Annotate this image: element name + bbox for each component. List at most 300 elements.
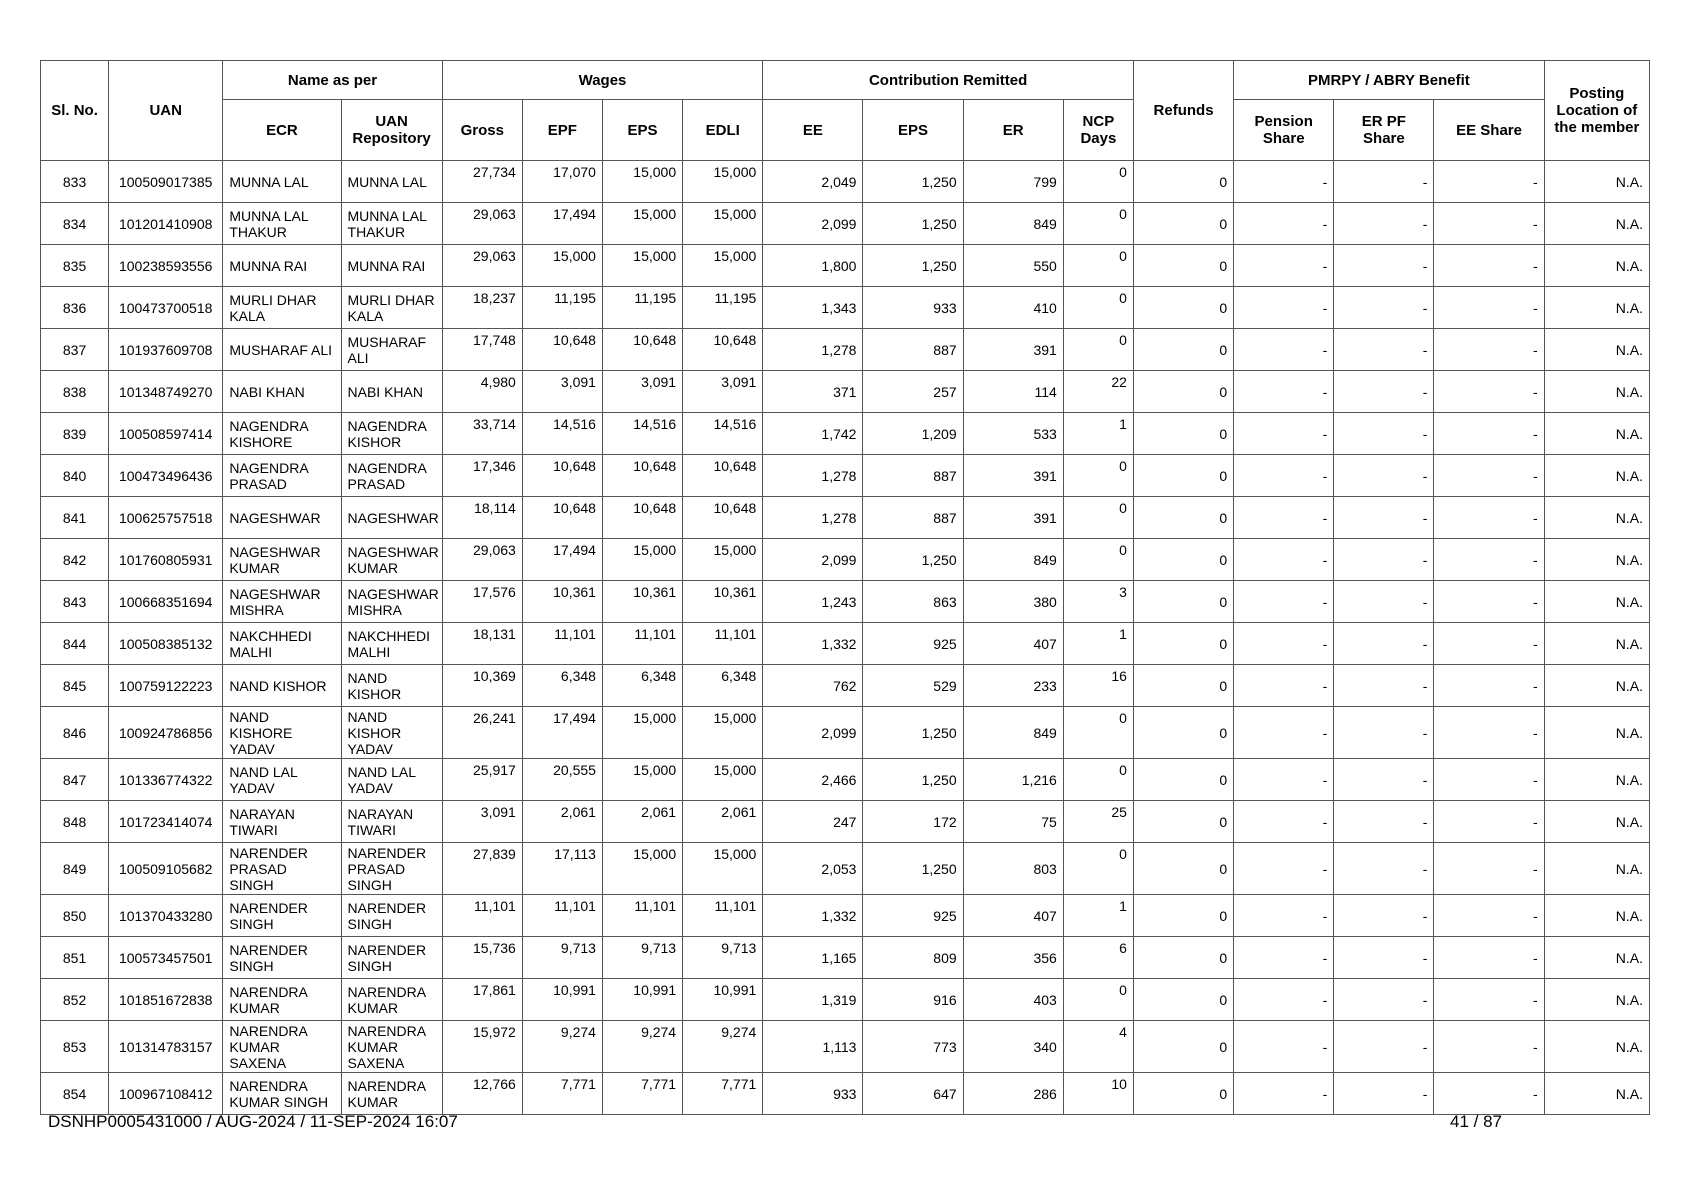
cell-uan: 101370433280 bbox=[109, 895, 223, 937]
cell-ecr-name: NAGENDRA KISHORE bbox=[223, 413, 341, 455]
cell-er-pf-share: - bbox=[1334, 895, 1434, 937]
cell-eps: 10,361 bbox=[602, 581, 682, 623]
cell-posting-location: N.A. bbox=[1544, 665, 1649, 707]
cell-posting-location: N.A. bbox=[1544, 707, 1649, 759]
cell-sl-no: 845 bbox=[41, 665, 109, 707]
cell-ee-share: - bbox=[1434, 843, 1544, 895]
cell-ee: 1,332 bbox=[763, 623, 863, 665]
cell-uan-repo-name: NARAYAN TIWARI bbox=[341, 801, 442, 843]
cell-uan: 101760805931 bbox=[109, 539, 223, 581]
cell-uan: 101336774322 bbox=[109, 759, 223, 801]
cell-refunds: 0 bbox=[1133, 413, 1233, 455]
cell-sl-no: 853 bbox=[41, 1021, 109, 1073]
cell-edli: 10,648 bbox=[683, 455, 763, 497]
cell-ee-share: - bbox=[1434, 707, 1544, 759]
cell-pension-share: - bbox=[1234, 245, 1334, 287]
cell-uan-repo-name: NAND LAL YADAV bbox=[341, 759, 442, 801]
cell-ee-share: - bbox=[1434, 161, 1544, 203]
cell-er-pf-share: - bbox=[1334, 539, 1434, 581]
cell-ncp-days: 0 bbox=[1063, 707, 1133, 759]
cell-posting-location: N.A. bbox=[1544, 1073, 1649, 1115]
cell-ee-share: - bbox=[1434, 539, 1544, 581]
cell-er-pf-share: - bbox=[1334, 329, 1434, 371]
cell-sl-no: 849 bbox=[41, 843, 109, 895]
cell-eps: 10,648 bbox=[602, 497, 682, 539]
cell-ecr-name: NARENDRA KUMAR SINGH bbox=[223, 1073, 341, 1115]
cell-ee-share: - bbox=[1434, 801, 1544, 843]
cell-uan-repo-name: MURLI DHAR KALA bbox=[341, 287, 442, 329]
cell-epf: 10,648 bbox=[522, 497, 602, 539]
cell-eps: 15,000 bbox=[602, 245, 682, 287]
col-ecr: ECR bbox=[223, 100, 341, 161]
cell-ecr-name: NARAYAN TIWARI bbox=[223, 801, 341, 843]
cell-epf: 11,195 bbox=[522, 287, 602, 329]
cell-epf: 17,494 bbox=[522, 539, 602, 581]
cell-eps-contribution: 887 bbox=[863, 329, 963, 371]
cell-gross: 17,576 bbox=[442, 581, 522, 623]
cell-posting-location: N.A. bbox=[1544, 581, 1649, 623]
table-row bbox=[41, 979, 1650, 1021]
cell-ecr-name: MUNNA LAL THAKUR bbox=[223, 203, 341, 245]
cell-ee-share: - bbox=[1434, 1021, 1544, 1073]
cell-uan-repo-name: NAND KISHOR bbox=[341, 665, 442, 707]
cell-refunds: 0 bbox=[1133, 665, 1233, 707]
cell-pension-share: - bbox=[1234, 161, 1334, 203]
cell-er: 407 bbox=[963, 895, 1063, 937]
cell-epf: 11,101 bbox=[522, 895, 602, 937]
cell-gross: 17,861 bbox=[442, 979, 522, 1021]
cell-eps: 11,101 bbox=[602, 623, 682, 665]
table-row bbox=[41, 843, 1650, 895]
cell-ecr-name: NAND KISHOR bbox=[223, 665, 341, 707]
table-row bbox=[41, 707, 1650, 759]
cell-eps-contribution: 1,250 bbox=[863, 245, 963, 287]
cell-ncp-days: 1 bbox=[1063, 623, 1133, 665]
cell-uan: 100509105682 bbox=[109, 843, 223, 895]
col-refunds: Refunds bbox=[1133, 61, 1233, 161]
cell-posting-location: N.A. bbox=[1544, 979, 1649, 1021]
cell-gross: 10,369 bbox=[442, 665, 522, 707]
cell-ncp-days: 22 bbox=[1063, 371, 1133, 413]
group-contribution-remitted: Contribution Remitted bbox=[763, 61, 1134, 100]
cell-ee-share: - bbox=[1434, 329, 1544, 371]
cell-refunds: 0 bbox=[1133, 937, 1233, 979]
cell-epf: 3,091 bbox=[522, 371, 602, 413]
footer-document-reference: DSNHP0005431000 / AUG-2024 / 11-SEP-2024 16:07 bbox=[48, 1112, 458, 1131]
cell-refunds: 0 bbox=[1133, 623, 1233, 665]
cell-posting-location: N.A. bbox=[1544, 245, 1649, 287]
col-edli: EDLI bbox=[683, 100, 763, 161]
cell-refunds: 0 bbox=[1133, 707, 1233, 759]
cell-pension-share: - bbox=[1234, 895, 1334, 937]
cell-gross: 11,101 bbox=[442, 895, 522, 937]
cell-pension-share: - bbox=[1234, 801, 1334, 843]
cell-er: 286 bbox=[963, 1073, 1063, 1115]
cell-ecr-name: NAKCHHEDI MALHI bbox=[223, 623, 341, 665]
cell-sl-no: 850 bbox=[41, 895, 109, 937]
col-eps-contribution: EPS bbox=[863, 100, 963, 161]
cell-refunds: 0 bbox=[1133, 759, 1233, 801]
cell-posting-location: N.A. bbox=[1544, 1021, 1649, 1073]
cell-ncp-days: 0 bbox=[1063, 497, 1133, 539]
table-row bbox=[41, 1073, 1650, 1115]
cell-uan: 100238593556 bbox=[109, 245, 223, 287]
table-header bbox=[41, 61, 1650, 161]
cell-edli: 15,000 bbox=[683, 843, 763, 895]
table-row bbox=[41, 497, 1650, 539]
cell-gross: 18,131 bbox=[442, 623, 522, 665]
table-row bbox=[41, 203, 1650, 245]
cell-posting-location: N.A. bbox=[1544, 843, 1649, 895]
cell-eps-contribution: 916 bbox=[863, 979, 963, 1021]
cell-ee: 1,278 bbox=[763, 329, 863, 371]
cell-epf: 7,771 bbox=[522, 1073, 602, 1115]
cell-eps: 10,648 bbox=[602, 455, 682, 497]
cell-eps: 14,516 bbox=[602, 413, 682, 455]
cell-ncp-days: 1 bbox=[1063, 413, 1133, 455]
cell-ee: 2,099 bbox=[763, 203, 863, 245]
cell-sl-no: 833 bbox=[41, 161, 109, 203]
cell-ecr-name: NARENDER SINGH bbox=[223, 937, 341, 979]
cell-epf: 17,070 bbox=[522, 161, 602, 203]
cell-eps: 15,000 bbox=[602, 161, 682, 203]
cell-uan: 101937609708 bbox=[109, 329, 223, 371]
cell-pension-share: - bbox=[1234, 759, 1334, 801]
cell-ecr-name: NARENDER PRASAD SINGH bbox=[223, 843, 341, 895]
cell-ecr-name: NARENDRA KUMAR SAXENA bbox=[223, 1021, 341, 1073]
cell-uan-repo-name: NARENDRA KUMAR SAXENA bbox=[341, 1021, 442, 1073]
cell-ncp-days: 6 bbox=[1063, 937, 1133, 979]
table-row bbox=[41, 245, 1650, 287]
cell-ee-share: - bbox=[1434, 979, 1544, 1021]
cell-sl-no: 838 bbox=[41, 371, 109, 413]
cell-epf: 2,061 bbox=[522, 801, 602, 843]
cell-er: 550 bbox=[963, 245, 1063, 287]
cell-ee: 1,165 bbox=[763, 937, 863, 979]
cell-eps: 11,195 bbox=[602, 287, 682, 329]
cell-ncp-days: 1 bbox=[1063, 895, 1133, 937]
cell-ecr-name: NAGENDRA PRASAD bbox=[223, 455, 341, 497]
cell-refunds: 0 bbox=[1133, 161, 1233, 203]
cell-posting-location: N.A. bbox=[1544, 287, 1649, 329]
cell-ee: 1,278 bbox=[763, 455, 863, 497]
cell-edli: 7,771 bbox=[683, 1073, 763, 1115]
table-row bbox=[41, 581, 1650, 623]
cell-sl-no: 847 bbox=[41, 759, 109, 801]
cell-edli: 9,274 bbox=[683, 1021, 763, 1073]
table-row bbox=[41, 413, 1650, 455]
cell-gross: 27,839 bbox=[442, 843, 522, 895]
cell-er-pf-share: - bbox=[1334, 801, 1434, 843]
table-row bbox=[41, 539, 1650, 581]
cell-pension-share: - bbox=[1234, 539, 1334, 581]
cell-posting-location: N.A. bbox=[1544, 455, 1649, 497]
cell-pension-share: - bbox=[1234, 581, 1334, 623]
cell-ee: 2,049 bbox=[763, 161, 863, 203]
cell-uan-repo-name: NAGESHWAR bbox=[341, 497, 442, 539]
table-row bbox=[41, 937, 1650, 979]
group-pmrpy-abry: PMRPY / ABRY Benefit bbox=[1234, 61, 1545, 100]
cell-eps: 7,771 bbox=[602, 1073, 682, 1115]
cell-eps-contribution: 1,250 bbox=[863, 161, 963, 203]
cell-ecr-name: NAGESHWAR bbox=[223, 497, 341, 539]
cell-er-pf-share: - bbox=[1334, 245, 1434, 287]
cell-sl-no: 852 bbox=[41, 979, 109, 1021]
cell-er: 849 bbox=[963, 539, 1063, 581]
cell-edli: 15,000 bbox=[683, 203, 763, 245]
cell-ee-share: - bbox=[1434, 371, 1544, 413]
ecr-contribution-table bbox=[40, 60, 1650, 1115]
cell-posting-location: N.A. bbox=[1544, 801, 1649, 843]
cell-uan: 101348749270 bbox=[109, 371, 223, 413]
cell-epf: 10,991 bbox=[522, 979, 602, 1021]
cell-refunds: 0 bbox=[1133, 979, 1233, 1021]
col-er: ER bbox=[963, 100, 1063, 161]
cell-ee: 1,278 bbox=[763, 497, 863, 539]
cell-ee: 1,800 bbox=[763, 245, 863, 287]
cell-er: 849 bbox=[963, 203, 1063, 245]
table-body bbox=[41, 161, 1650, 1115]
cell-uan-repo-name: NARENDRA KUMAR bbox=[341, 1073, 442, 1115]
cell-eps-contribution: 887 bbox=[863, 455, 963, 497]
cell-er-pf-share: - bbox=[1334, 287, 1434, 329]
cell-er-pf-share: - bbox=[1334, 707, 1434, 759]
cell-sl-no: 836 bbox=[41, 287, 109, 329]
cell-posting-location: N.A. bbox=[1544, 161, 1649, 203]
cell-eps-contribution: 933 bbox=[863, 287, 963, 329]
table-row bbox=[41, 759, 1650, 801]
cell-edli: 10,648 bbox=[683, 497, 763, 539]
cell-ncp-days: 0 bbox=[1063, 843, 1133, 895]
cell-ee: 1,343 bbox=[763, 287, 863, 329]
cell-edli: 11,195 bbox=[683, 287, 763, 329]
cell-epf: 17,113 bbox=[522, 843, 602, 895]
cell-edli: 15,000 bbox=[683, 707, 763, 759]
cell-gross: 15,972 bbox=[442, 1021, 522, 1073]
cell-pension-share: - bbox=[1234, 455, 1334, 497]
cell-uan-repo-name: NARENDER SINGH bbox=[341, 937, 442, 979]
cell-refunds: 0 bbox=[1133, 287, 1233, 329]
cell-uan-repo-name: NAGESHWAR MISHRA bbox=[341, 581, 442, 623]
cell-pension-share: - bbox=[1234, 979, 1334, 1021]
cell-ee: 1,319 bbox=[763, 979, 863, 1021]
cell-er: 233 bbox=[963, 665, 1063, 707]
cell-uan: 100668351694 bbox=[109, 581, 223, 623]
cell-er: 356 bbox=[963, 937, 1063, 979]
cell-uan: 100509017385 bbox=[109, 161, 223, 203]
cell-eps: 2,061 bbox=[602, 801, 682, 843]
cell-edli: 10,648 bbox=[683, 329, 763, 371]
cell-eps-contribution: 172 bbox=[863, 801, 963, 843]
cell-edli: 10,361 bbox=[683, 581, 763, 623]
cell-ee-share: - bbox=[1434, 497, 1544, 539]
cell-edli: 14,516 bbox=[683, 413, 763, 455]
cell-sl-no: 851 bbox=[41, 937, 109, 979]
cell-ee-share: - bbox=[1434, 895, 1544, 937]
cell-er: 391 bbox=[963, 497, 1063, 539]
cell-eps: 9,274 bbox=[602, 1021, 682, 1073]
cell-eps-contribution: 1,250 bbox=[863, 539, 963, 581]
cell-er: 410 bbox=[963, 287, 1063, 329]
cell-edli: 15,000 bbox=[683, 759, 763, 801]
cell-ncp-days: 0 bbox=[1063, 245, 1133, 287]
cell-pension-share: - bbox=[1234, 371, 1334, 413]
cell-ncp-days: 0 bbox=[1063, 203, 1133, 245]
col-epf: EPF bbox=[522, 100, 602, 161]
cell-edli: 2,061 bbox=[683, 801, 763, 843]
cell-sl-no: 854 bbox=[41, 1073, 109, 1115]
cell-refunds: 0 bbox=[1133, 1073, 1233, 1115]
cell-ee-share: - bbox=[1434, 665, 1544, 707]
cell-eps: 15,000 bbox=[602, 843, 682, 895]
cell-uan-repo-name: MUNNA LAL bbox=[341, 161, 442, 203]
cell-eps-contribution: 1,250 bbox=[863, 759, 963, 801]
col-ncp-days: NCP Days bbox=[1063, 100, 1133, 161]
cell-sl-no: 840 bbox=[41, 455, 109, 497]
cell-edli: 6,348 bbox=[683, 665, 763, 707]
col-uan: UAN bbox=[109, 61, 223, 161]
cell-uan-repo-name: NARENDER SINGH bbox=[341, 895, 442, 937]
cell-gross: 27,734 bbox=[442, 161, 522, 203]
cell-sl-no: 841 bbox=[41, 497, 109, 539]
cell-uan: 100759122223 bbox=[109, 665, 223, 707]
cell-gross: 12,766 bbox=[442, 1073, 522, 1115]
cell-uan: 100573457501 bbox=[109, 937, 223, 979]
cell-refunds: 0 bbox=[1133, 245, 1233, 287]
cell-epf: 17,494 bbox=[522, 203, 602, 245]
cell-ncp-days: 0 bbox=[1063, 161, 1133, 203]
cell-gross: 15,736 bbox=[442, 937, 522, 979]
cell-posting-location: N.A. bbox=[1544, 623, 1649, 665]
cell-posting-location: N.A. bbox=[1544, 371, 1649, 413]
cell-pension-share: - bbox=[1234, 287, 1334, 329]
cell-eps-contribution: 1,209 bbox=[863, 413, 963, 455]
cell-eps-contribution: 925 bbox=[863, 623, 963, 665]
cell-sl-no: 842 bbox=[41, 539, 109, 581]
cell-posting-location: N.A. bbox=[1544, 759, 1649, 801]
cell-ncp-days: 4 bbox=[1063, 1021, 1133, 1073]
cell-epf: 10,361 bbox=[522, 581, 602, 623]
cell-edli: 15,000 bbox=[683, 539, 763, 581]
cell-eps-contribution: 863 bbox=[863, 581, 963, 623]
cell-posting-location: N.A. bbox=[1544, 937, 1649, 979]
cell-ecr-name: NAGESHWAR MISHRA bbox=[223, 581, 341, 623]
cell-uan-repo-name: NAGESHWAR KUMAR bbox=[341, 539, 442, 581]
cell-pension-share: - bbox=[1234, 1073, 1334, 1115]
col-posting-location: Posting Location of the member bbox=[1544, 61, 1649, 161]
cell-ee-share: - bbox=[1434, 937, 1544, 979]
cell-refunds: 0 bbox=[1133, 455, 1233, 497]
cell-eps: 3,091 bbox=[602, 371, 682, 413]
cell-er-pf-share: - bbox=[1334, 455, 1434, 497]
cell-sl-no: 848 bbox=[41, 801, 109, 843]
cell-er: 533 bbox=[963, 413, 1063, 455]
cell-er-pf-share: - bbox=[1334, 759, 1434, 801]
cell-sl-no: 844 bbox=[41, 623, 109, 665]
cell-uan: 100967108412 bbox=[109, 1073, 223, 1115]
cell-refunds: 0 bbox=[1133, 497, 1233, 539]
cell-gross: 4,980 bbox=[442, 371, 522, 413]
cell-ncp-days: 10 bbox=[1063, 1073, 1133, 1115]
cell-epf: 20,555 bbox=[522, 759, 602, 801]
cell-ee-share: - bbox=[1434, 581, 1544, 623]
cell-epf: 10,648 bbox=[522, 455, 602, 497]
cell-sl-no: 839 bbox=[41, 413, 109, 455]
cell-er-pf-share: - bbox=[1334, 623, 1434, 665]
cell-er-pf-share: - bbox=[1334, 979, 1434, 1021]
cell-pension-share: - bbox=[1234, 623, 1334, 665]
cell-er-pf-share: - bbox=[1334, 1073, 1434, 1115]
cell-gross: 17,346 bbox=[442, 455, 522, 497]
cell-pension-share: - bbox=[1234, 937, 1334, 979]
cell-er: 340 bbox=[963, 1021, 1063, 1073]
cell-er-pf-share: - bbox=[1334, 497, 1434, 539]
cell-er-pf-share: - bbox=[1334, 665, 1434, 707]
cell-gross: 17,748 bbox=[442, 329, 522, 371]
cell-eps: 11,101 bbox=[602, 895, 682, 937]
cell-gross: 33,714 bbox=[442, 413, 522, 455]
cell-ncp-days: 0 bbox=[1063, 455, 1133, 497]
cell-eps: 9,713 bbox=[602, 937, 682, 979]
cell-epf: 14,516 bbox=[522, 413, 602, 455]
cell-eps: 6,348 bbox=[602, 665, 682, 707]
cell-er-pf-share: - bbox=[1334, 581, 1434, 623]
cell-ncp-days: 25 bbox=[1063, 801, 1133, 843]
cell-gross: 29,063 bbox=[442, 203, 522, 245]
table-row bbox=[41, 665, 1650, 707]
cell-ncp-days: 0 bbox=[1063, 287, 1133, 329]
cell-sl-no: 834 bbox=[41, 203, 109, 245]
cell-uan-repo-name: NAGENDRA PRASAD bbox=[341, 455, 442, 497]
cell-ecr-name: MUNNA RAI bbox=[223, 245, 341, 287]
cell-eps-contribution: 887 bbox=[863, 497, 963, 539]
cell-uan-repo-name: NAKCHHEDI MALHI bbox=[341, 623, 442, 665]
cell-eps: 15,000 bbox=[602, 707, 682, 759]
cell-ee: 1,113 bbox=[763, 1021, 863, 1073]
cell-ncp-days: 0 bbox=[1063, 759, 1133, 801]
cell-sl-no: 846 bbox=[41, 707, 109, 759]
cell-epf: 6,348 bbox=[522, 665, 602, 707]
cell-eps-contribution: 1,250 bbox=[863, 203, 963, 245]
cell-eps: 10,648 bbox=[602, 329, 682, 371]
cell-er-pf-share: - bbox=[1334, 1021, 1434, 1073]
cell-pension-share: - bbox=[1234, 707, 1334, 759]
cell-er: 380 bbox=[963, 581, 1063, 623]
cell-er-pf-share: - bbox=[1334, 843, 1434, 895]
cell-ee: 2,099 bbox=[763, 707, 863, 759]
cell-refunds: 0 bbox=[1133, 371, 1233, 413]
cell-ee-share: - bbox=[1434, 759, 1544, 801]
cell-pension-share: - bbox=[1234, 329, 1334, 371]
cell-uan-repo-name: NAND KISHOR YADAV bbox=[341, 707, 442, 759]
cell-uan-repo-name: NABI KHAN bbox=[341, 371, 442, 413]
cell-ee: 933 bbox=[763, 1073, 863, 1115]
cell-uan: 100473700518 bbox=[109, 287, 223, 329]
cell-ee: 2,466 bbox=[763, 759, 863, 801]
cell-eps-contribution: 1,250 bbox=[863, 843, 963, 895]
cell-gross: 29,063 bbox=[442, 539, 522, 581]
cell-gross: 3,091 bbox=[442, 801, 522, 843]
cell-er: 75 bbox=[963, 801, 1063, 843]
cell-ee: 371 bbox=[763, 371, 863, 413]
cell-eps-contribution: 809 bbox=[863, 937, 963, 979]
table-row bbox=[41, 801, 1650, 843]
cell-edli: 10,991 bbox=[683, 979, 763, 1021]
cell-ee-share: - bbox=[1434, 455, 1544, 497]
cell-gross: 18,237 bbox=[442, 287, 522, 329]
cell-eps-contribution: 257 bbox=[863, 371, 963, 413]
cell-ee: 247 bbox=[763, 801, 863, 843]
